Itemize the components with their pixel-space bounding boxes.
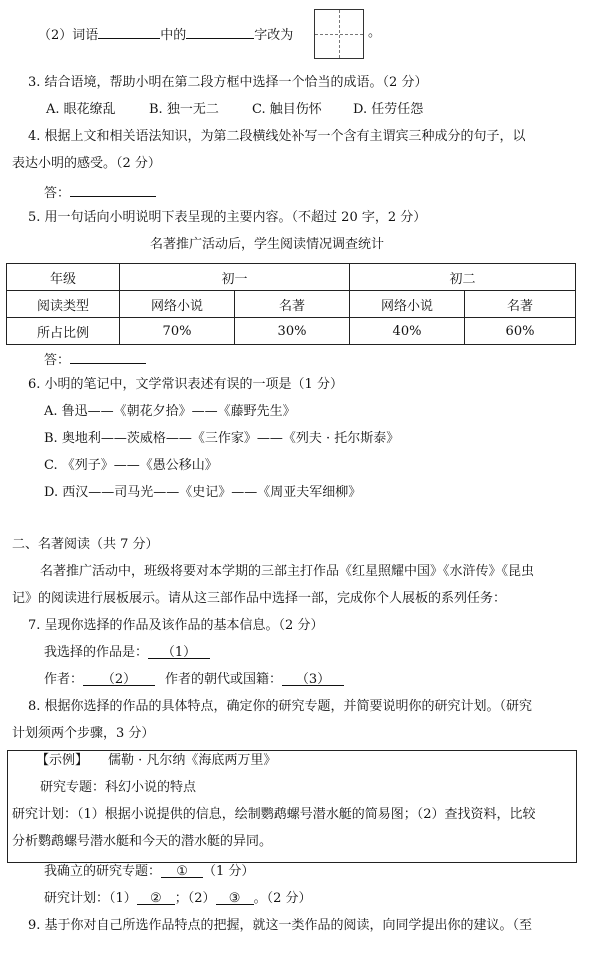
q7-era-label: 作者的朝代或国籍： (165, 672, 283, 687)
table-row (7, 291, 576, 318)
q7-blank2[interactable]: （2） (83, 671, 155, 686)
example-plan-line1: 研究计划：（1）根据小说提供的信息，绘制鹦鹉螺号潜水艇的简易图；（2）查找资料，比较 (12, 807, 536, 822)
q2-end: 。 (368, 25, 382, 40)
q8-line1: 8. 根据你选择的作品的具体特点，确定你的研究专题，并简要说明你的研究计划。（研究 (28, 699, 533, 714)
table-cell: 所占比例 (7, 318, 120, 345)
q7-blank1[interactable]: （1） (148, 644, 210, 659)
answer-topic (44, 863, 254, 881)
answer-plan-blank1[interactable]: ② (137, 890, 175, 905)
q2-line (38, 24, 293, 45)
q3-stem: 3. 结合语境，帮助小明在第二段方框中选择一个恰当的成语。（2 分） (28, 75, 428, 90)
blank-char[interactable] (186, 24, 254, 39)
table-cell: 初二 (350, 264, 576, 291)
q7-chosen-label: 我选择的作品是： (44, 645, 149, 660)
answer-plan-score: 。（2 分） (253, 891, 312, 906)
q4-line2: 表达小明的感受。（2 分） (12, 156, 161, 171)
tianzige-box[interactable] (314, 9, 364, 59)
q8-line2: 计划须两个步骤，3 分） (12, 726, 155, 741)
table-cell: 阅读类型 (7, 291, 120, 318)
q4-answer-label: 答： (44, 186, 71, 201)
table-cell: 名著 (235, 291, 350, 318)
table-row (7, 318, 576, 345)
table-cell: 70% (120, 318, 235, 345)
q7-blank3[interactable]: （3） (282, 671, 344, 686)
table-cell: 60% (465, 318, 576, 345)
example-plan-line2: 分析鹦鹉螺号潜水艇和今天的潜水艇的异同。 (12, 834, 273, 849)
example-topic: 研究专题：科幻小说的特点 (40, 780, 197, 795)
q6-option-c[interactable]: C. 《列子》——《愚公移山》 (44, 458, 218, 473)
q5-answer (44, 349, 146, 370)
q6-option-a[interactable]: A. 鲁迅——《朝花夕拾》——《藤野先生》 (44, 404, 296, 419)
answer-plan-blank2[interactable]: ③ (216, 890, 254, 905)
answer-plan-sep: ；（2） (174, 891, 216, 906)
answer-plan-label: 研究计划：（1） (44, 891, 137, 906)
section-heading: 二、名著阅读（共 7 分） (12, 537, 159, 552)
example-header (36, 752, 276, 770)
q3-option-b[interactable]: B. 独一无二 (149, 102, 219, 117)
table-cell: 网络小说 (120, 291, 235, 318)
q5-answer-blank[interactable] (70, 349, 146, 364)
answer-topic-score: （1 分） (203, 864, 255, 879)
q4-answer (44, 182, 156, 203)
q2-prefix: （2）词语 (38, 28, 99, 43)
answer-topic-blank[interactable]: ① (161, 863, 203, 878)
intro-line2: 记》的阅读进行展板展示。请从这三部作品中选择一部，完成你个人展板的系列任务： (12, 591, 507, 606)
q6-option-d[interactable]: D. 西汉——司马光——《史记》——《周亚夫军细柳》 (44, 485, 362, 500)
q7-author (44, 671, 344, 689)
table-cell: 网络小说 (350, 291, 465, 318)
q3-option-a[interactable]: A. 眼花缭乱 (46, 102, 116, 117)
q7-stem: 7. 呈现你选择的作品及该作品的基本信息。（2 分） (28, 618, 324, 633)
table-title: 名著推广活动后，学生阅读情况调查统计 (150, 237, 385, 252)
table-cell: 初一 (120, 264, 350, 291)
q4-line1: 4. 根据上文和相关语法知识，为第二段横线处补写一个含有主谓宾三种成分的句子，以 (28, 129, 526, 144)
q5-answer-label: 答： (44, 353, 71, 368)
blank-word[interactable] (98, 24, 160, 39)
q5-stem: 5. 用一句话向小明说明下表呈现的主要内容。（不超过 20 字，2 分） (28, 210, 427, 225)
q2-mid1: 中的 (160, 28, 187, 43)
q7-chosen (44, 644, 210, 662)
q6-stem: 6. 小明的笔记中，文学常识表述有误的一项是（1 分） (28, 377, 343, 392)
answer-topic-label: 我确立的研究专题： (44, 864, 162, 879)
intro-line1: 名著推广活动中，班级将要对本学期的三部主打作品《红星照耀中国》《水浒传》《昆虫 (40, 564, 535, 579)
table-row (7, 264, 576, 291)
table-cell: 30% (235, 318, 350, 345)
example-work: 儒勒 · 凡尔纳《海底两万里》 (108, 753, 277, 768)
table-cell: 年级 (7, 264, 120, 291)
answer-plan (44, 890, 311, 908)
example-tag: 【示例】 (36, 753, 89, 768)
table-cell: 40% (350, 318, 465, 345)
survey-table (6, 263, 576, 345)
q4-answer-blank[interactable] (70, 182, 156, 197)
q9-stem: 9. 基于你对自己所选作品特点的把握，就这一类作品的阅读，向同学提出你的建议。（至 (28, 918, 533, 933)
q7-author-label: 作者： (44, 672, 84, 687)
q6-option-b[interactable]: B. 奥地利——茨威格——《三作家》——《列夫 · 托尔斯泰》 (44, 431, 400, 446)
q3-option-c[interactable]: C. 触目伤怀 (252, 102, 322, 117)
table-cell: 名著 (465, 291, 576, 318)
q3-option-d[interactable]: D. 任劳任怨 (353, 102, 424, 117)
q2-mid2: 字改为 (254, 28, 294, 43)
